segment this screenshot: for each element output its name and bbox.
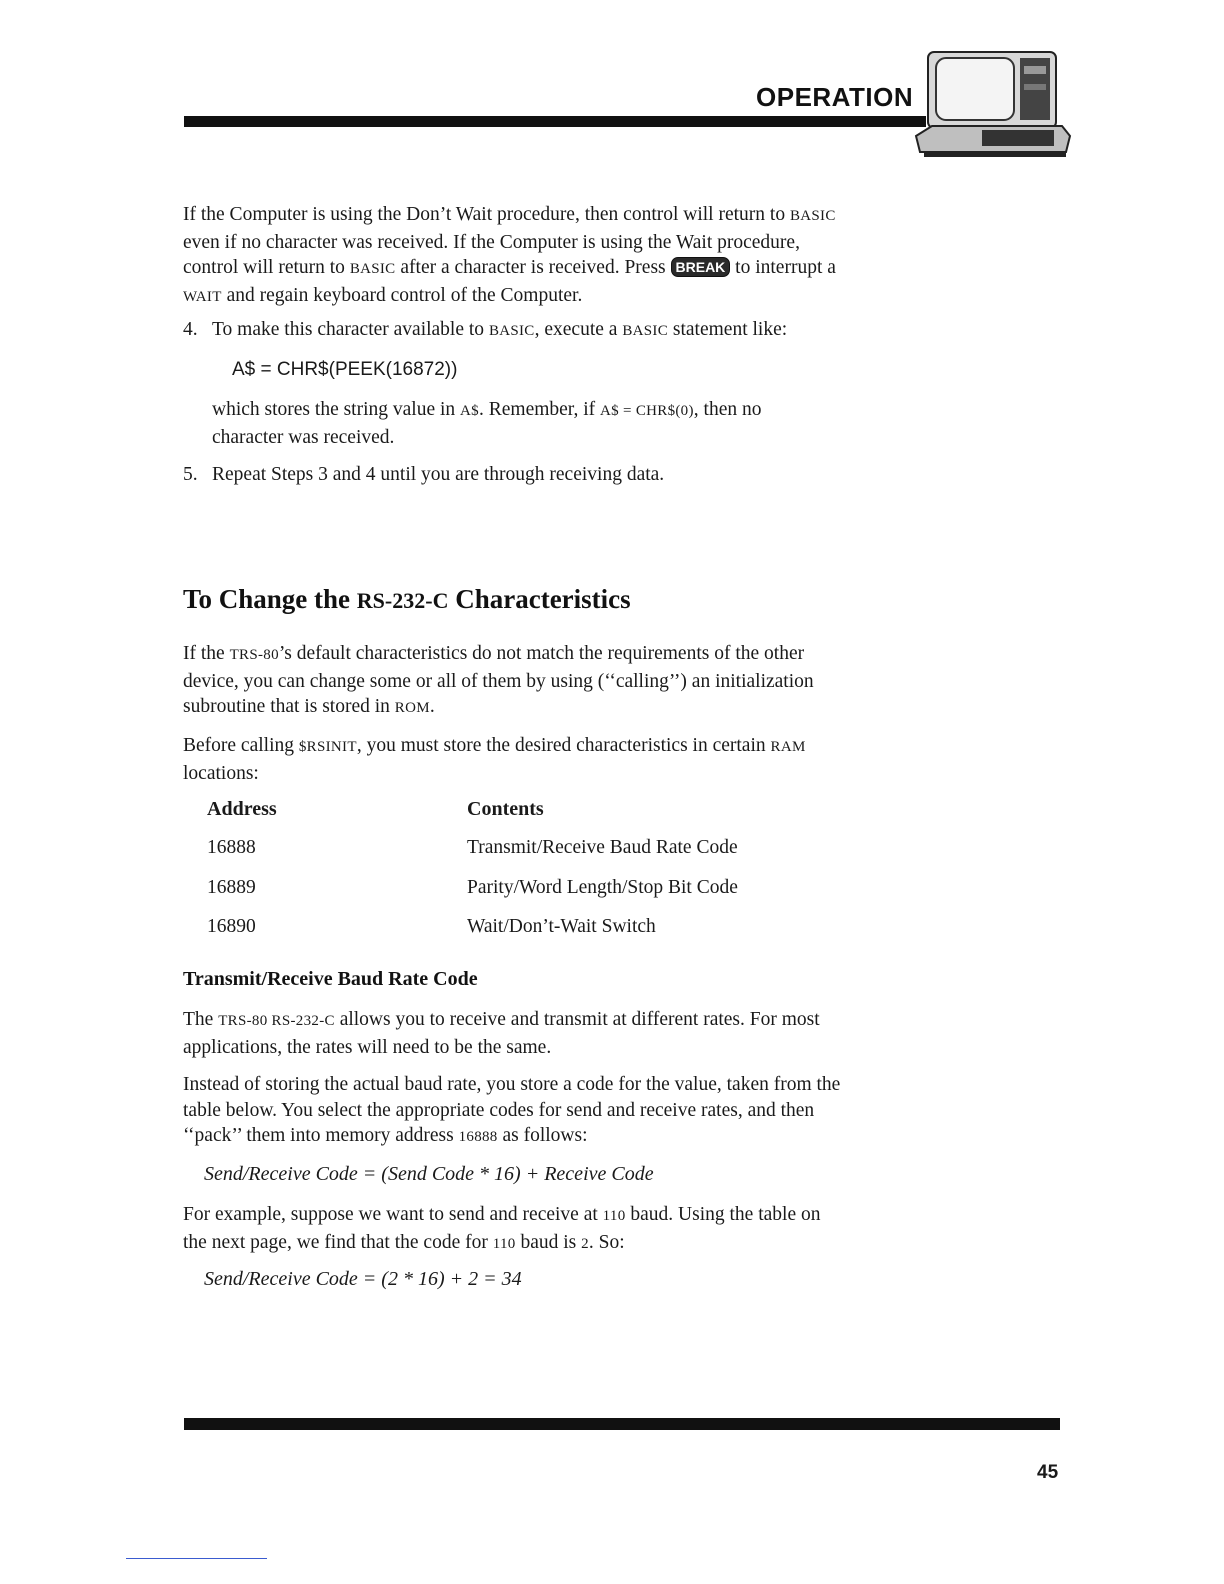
code-example: A$ = CHR$(PEEK(16872))	[232, 359, 458, 380]
step-4-number: 4.	[183, 319, 198, 340]
subsection-heading: Transmit/Receive Baud Rate Code	[183, 968, 478, 990]
table-header-address: Address	[207, 798, 277, 820]
table-cell-address: 16888	[207, 837, 256, 858]
intro-paragraph: If the Computer is using the Don’t Wait procedure, then control will return to BASIC even if no character was received. If the Computer is using the Wait procedure, control will return to BASIC after a character is received. Press BREAK to interrupt a WAIT and regain keyboard control of the Computer.	[183, 204, 836, 306]
formula-general: Send/Receive Code = (Send Code * 16) + Receive Code	[204, 1163, 654, 1185]
formula-example: Send/Receive Code = (2 * 16) + 2 = 34	[204, 1268, 522, 1290]
break-key: BREAK	[671, 257, 731, 277]
section-paragraph-2: Before calling $RSINIT, you must store the desired characteristics in certain RAM locations:	[183, 735, 806, 784]
step-5-text: Repeat Steps 3 and 4 until you are through receiving data.	[212, 464, 665, 485]
page-number: 45	[1037, 1462, 1059, 1483]
table-cell-address: 16889	[207, 877, 256, 898]
step-5-number: 5.	[183, 464, 198, 485]
section-heading: To Change the RS-232-C Characteristics	[183, 584, 631, 614]
step-4-explanation: which stores the string value in A$. Remember, if A$ = CHR$(0), then no character was received.	[212, 399, 762, 448]
step-4-text: To make this character available to BASIC, execute a BASIC statement like:	[212, 319, 788, 340]
subsection-paragraph-1: The TRS-80 RS-232-C allows you to receive and transmit at different rates. For most applications, the rates will need to be the same.	[183, 1009, 820, 1058]
section-paragraph-1: If the TRS-80’s default characteristics do not match the requirements of the other device, you can change some or all of them by using (‘‘calling’’) an initialization subroutine that is stored in ROM.	[183, 643, 814, 717]
table-cell-address: 16890	[207, 916, 256, 937]
footer-rule	[184, 1418, 1060, 1430]
table-cell-contents: Wait/Don’t-Wait Switch	[467, 916, 656, 937]
subsection-paragraph-2: Instead of storing the actual baud rate, you store a code for the value, taken from the table below. You select the appropriate codes for send and receive rates, and then ‘‘pack’’ them into memory address 16888 as follows:	[183, 1074, 841, 1146]
footer-divider	[126, 1558, 267, 1559]
table-cell-contents: Parity/Word Length/Stop Bit Code	[467, 877, 738, 898]
section-header-title: OPERATION	[756, 82, 914, 112]
table-header-contents: Contents	[467, 798, 544, 820]
trs-80-computer-icon	[912, 44, 1076, 166]
header-rule	[184, 116, 926, 127]
subsection-paragraph-3: For example, suppose we want to send and receive at 110 baud. Using the table on the next page, we find that the code for 110 baud is 2. So:	[183, 1204, 821, 1253]
table-cell-contents: Transmit/Receive Baud Rate Code	[467, 837, 738, 858]
